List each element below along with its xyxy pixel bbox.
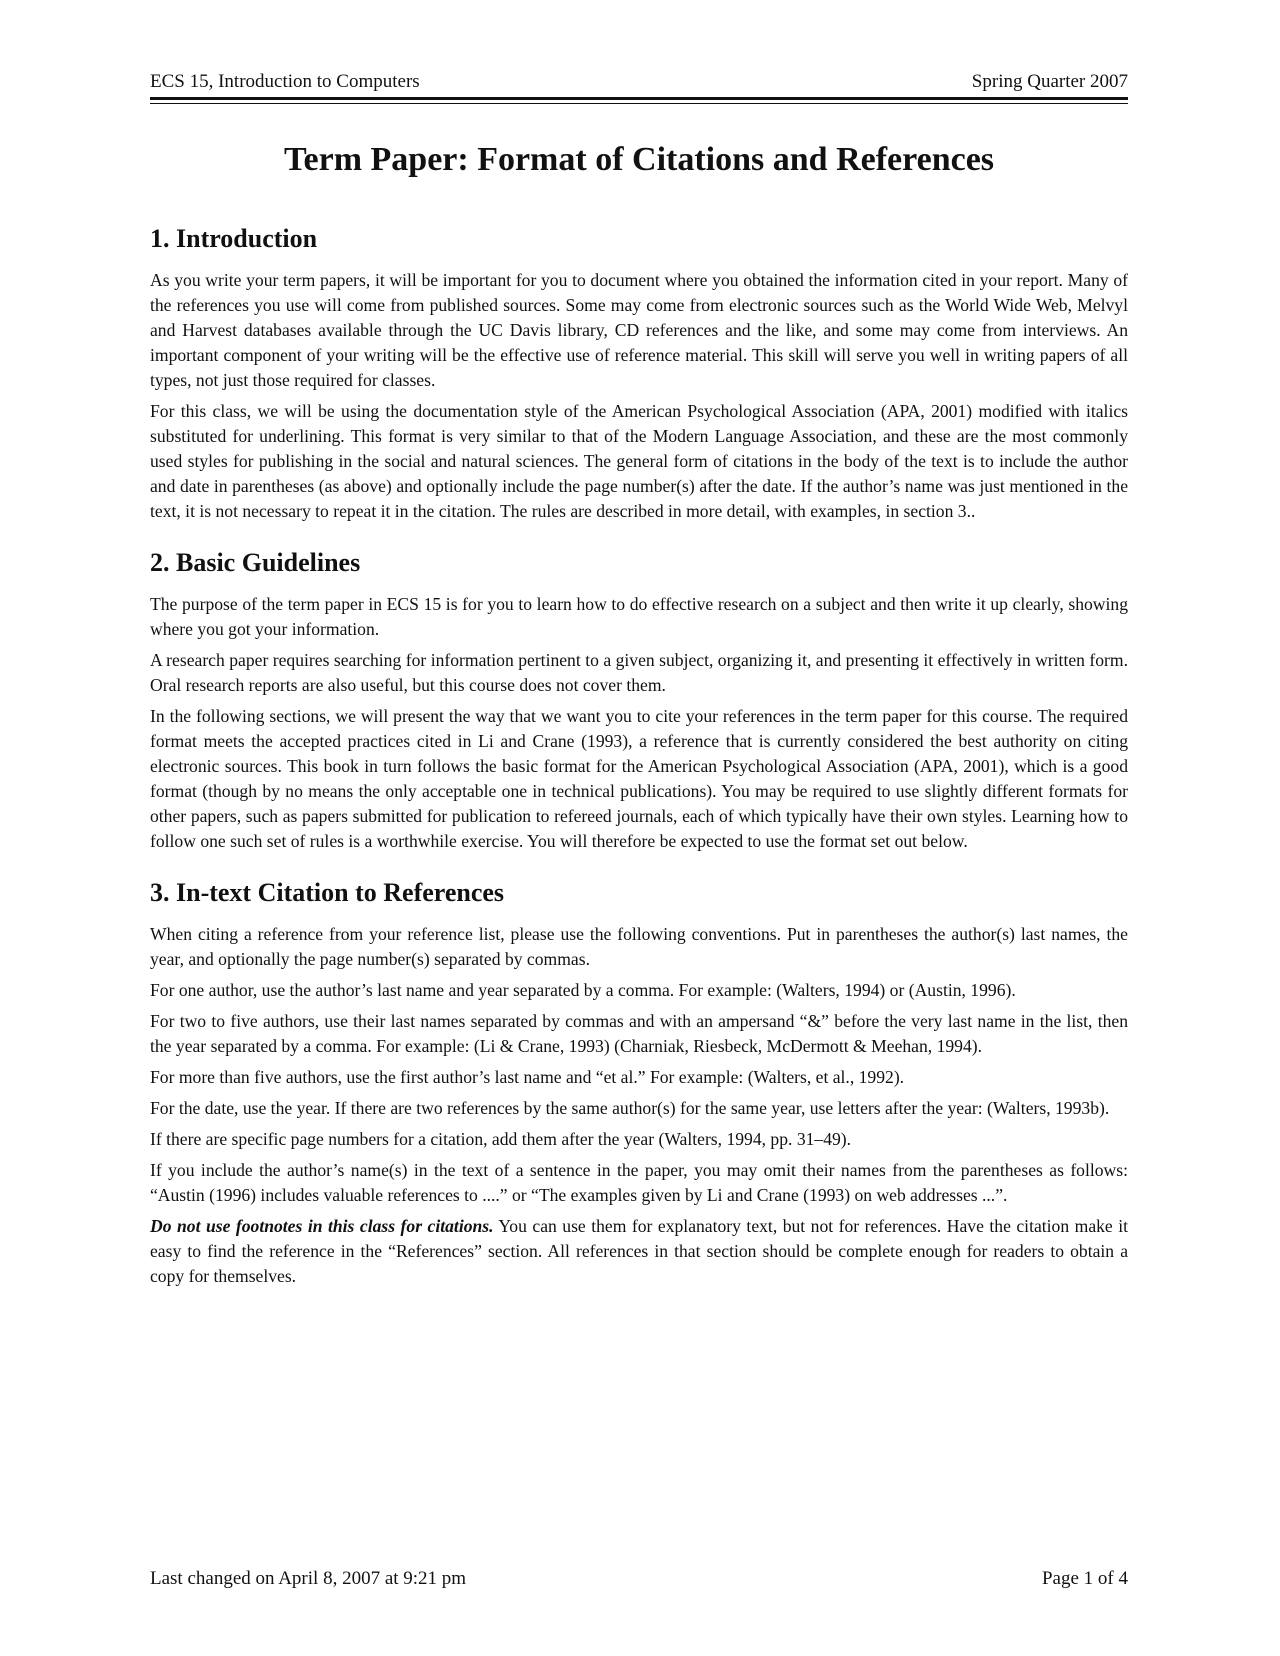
paragraph: For the date, use the year. If there are two references by the same author(s) for the same year, use letters after the year: (Walters, 1993b).	[150, 1098, 1110, 1118]
section-heading: 3. In-text Citation to References	[150, 878, 505, 907]
document-body	[150, 222, 1128, 1295]
paragraph: In the following sections, we will present the way that we want you to cite your references in the term paper for this course. The required format meets the accepted practices cited in Li and Crane (1993), a reference that is currently considered the best authority on citing electronic sources. This book in turn follows the basic format for the American Psychological Association (APA, 2001), which is a good format (though by no means the only acceptable one in technical publications). You may be required to use slightly different formats for other papers, such as papers submitted for publication to refereed journals, each of which typically have their own styles. Learning how to follow one such set of rules is a worthwhile exercise. You will therefore be expected to use the format set out below.	[150, 706, 1128, 851]
paragraph: For one author, use the author’s last name and year separated by a comma. For example: (Walters, 1994) or (Austin, 1996).	[150, 980, 1016, 1000]
paragraph: For more than five authors, use the first author’s last name and “et al.” For example: (Walters, et al., 1992).	[150, 1067, 905, 1087]
section-heading: 2. Basic Guidelines	[150, 548, 361, 577]
page-title: Term Paper: Format of Citations and References	[283, 141, 995, 178]
section-heading: 1. Introduction	[150, 224, 318, 253]
last-changed: Last changed on April 8, 2007 at 9:21 pm	[150, 1568, 467, 1589]
section-in-text-citation	[150, 876, 1128, 1289]
running-header	[150, 70, 1128, 94]
paragraph: The purpose of the term paper in ECS 15 is for you to learn how to do effective research on a subject and then write it up clearly, showing where you got your information.	[150, 594, 1128, 639]
section-introduction	[150, 222, 1128, 524]
header-rule-thin	[150, 103, 1128, 104]
paragraph: If you include the author’s name(s) in the text of a sentence in the paper, you may omit their names from the parentheses as follows: “Austin (1996) includes valuable references to ....” or “The examples given by Li and Crane (1993) on web addresses ...”.	[150, 1160, 1128, 1205]
paragraph: When citing a reference from your reference list, please use the following conventions. Put in parentheses the author(s) last names, the year, and optionally the page number(s) separated by commas.	[150, 924, 1128, 969]
footnote-rule-emphasis: Do not use footnotes in this class for citations.	[150, 1216, 494, 1236]
header-course: ECS 15, Introduction to Computers	[150, 71, 420, 92]
paragraph: A research paper requires searching for information pertinent to a given subject, organizing it, and presenting it effectively in written form. Oral research reports are also useful, but this course does not cover them.	[150, 650, 1128, 695]
page-footer	[150, 1567, 1128, 1591]
paragraph: For two to five authors, use their last names separated by commas and with an ampersand “&” before the very last name in the list, then the year separated by a comma. For example: (Li & Crane, 1993) (Charniak, Riesbeck, McDermott & Meehan, 1994).	[150, 1011, 1128, 1056]
header-term: Spring Quarter 2007	[971, 71, 1128, 92]
paragraph-footnote-rule	[150, 1214, 1128, 1289]
section-basic-guidelines	[150, 546, 1128, 854]
paragraph: For this class, we will be using the documentation style of the American Psychological Association (APA, 2001) modified with italics substituted for underlining. This format is very similar to that of the Modern Language Association, and these are the most commonly used styles for publishing in the social and natural sciences. The general form of citations in the body of the text is to include the author and date in parentheses (as above) and optionally include the page number(s) after the date. If the author’s name was just mentioned in the text, it is not necessary to repeat it in the citation. The rules are described in more detail, with examples, in section 3..	[150, 401, 1128, 521]
page-number: Page 1 of 4	[1041, 1568, 1128, 1589]
paragraph: As you write your term papers, it will be important for you to document where you obtained the information cited in your report. Many of the references you use will come from published sources. Some may come from electronic sources such as the World Wide Web, Melvyl and Harvest databases available through the UC Davis library, CD references and the like, and some may come from interviews. An important component of your writing will be the effective use of reference material. This skill will serve you well in writing papers of all types, not just those required for classes.	[150, 270, 1128, 390]
footnote-rule-text: You can use them for explanatory text, but not for references. Have the citation make it easy to find the reference in the “References” section. All references in that section should be complete enough for readers to obtain a copy for themselves.	[150, 1216, 1128, 1286]
paragraph: If there are specific page numbers for a citation, add them after the year (Walters, 1994, pp. 31–49).	[150, 1129, 852, 1149]
header-rule	[150, 97, 1128, 100]
